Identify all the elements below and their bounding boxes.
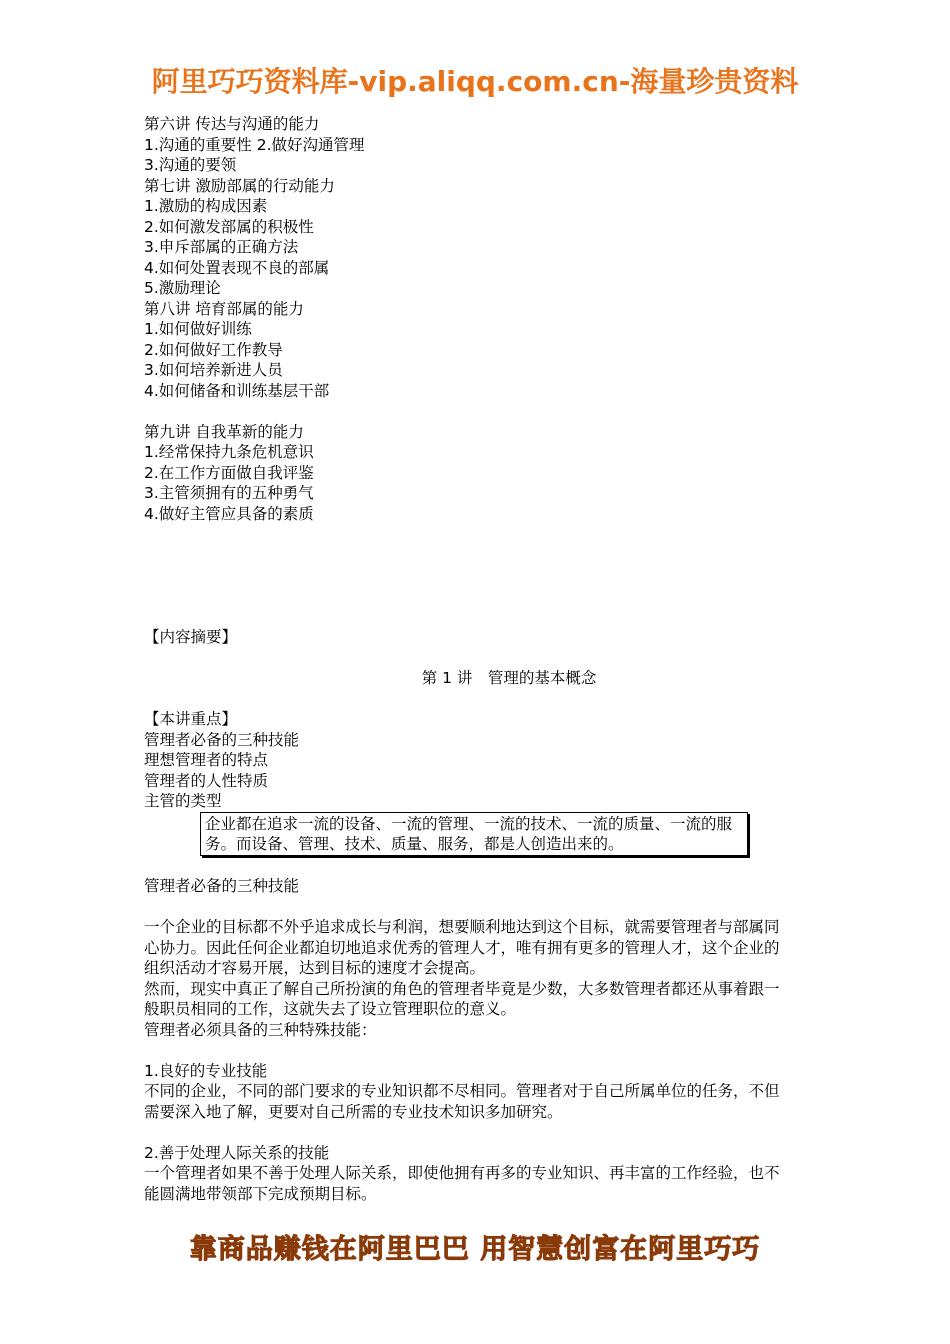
skill-title: 1.良好的专业技能: [144, 1061, 268, 1080]
lecture6-title: 第六讲 传达与沟通的能力: [144, 115, 320, 133]
key-points-label: 【本讲重点】: [144, 710, 238, 728]
lecture8-item: 2.如何做好工作教导: [144, 340, 283, 359]
document-content: [144, 114, 804, 1204]
lecture7-item: 5.激励理论: [144, 279, 221, 297]
lecture7-item: 1.激励的构成因素: [144, 197, 268, 215]
lecture8-item: 4.如何储备和训练基层干部: [144, 381, 330, 400]
paragraph: 然而，现实中真正了解自己所扮演的角色的管理者毕竟是少数，大多数管理者都还从事着跟一般职员相同的工作，这就失去了设立管理职位的意义。: [144, 979, 780, 1018]
key-point: 管理者的人性特质: [144, 771, 269, 790]
section-title: 管理者必备的三种技能: [144, 877, 300, 895]
lecture6-item: 3.沟通的要领: [144, 156, 237, 174]
key-point: 理想管理者的特点: [144, 751, 269, 769]
lecture9-item: 1.经常保持九条危机意识: [144, 443, 314, 461]
header-banner: 阿里巧巧资料库-vip.aliqq.com.cn-海量珍贵资料: [151, 65, 799, 98]
lecture9-item: 2.在工作方面做自我评鉴: [144, 463, 314, 482]
lecture6-item: 1.沟通的重要性 2.做好沟通管理: [144, 135, 365, 154]
lecture7-title: 第七讲 激励部属的行动能力: [144, 176, 335, 195]
lecture7-item: 2.如何激发部属的积极性: [144, 217, 314, 236]
paragraph: 管理者必须具备的三种特殊技能：: [144, 1020, 377, 1039]
lecture7-item: 3.申斥部属的正确方法: [144, 238, 299, 256]
paragraph: 一个管理者如果不善于处理人际关系，即使他拥有再多的专业知识、再丰富的工作经验，也不能圆满地带领部下完成预期目标。: [144, 1164, 780, 1203]
skill-title: 2.善于处理人际关系的技能: [144, 1143, 330, 1162]
lecture8-title: 第八讲 培育部属的能力: [144, 299, 304, 318]
lecture9-item: 4.做好主管应具备的素质: [144, 504, 314, 523]
lecture8-item: 1.如何做好训练: [144, 320, 252, 338]
lecture8-item: 3.如何培养新进人员: [144, 361, 283, 379]
footer-banner: 靠商品赚钱在阿里巴巴 用智慧创富在阿里巧巧: [189, 1234, 761, 1265]
key-point: 管理者必备的三种技能: [144, 730, 300, 749]
paragraph: 一个企业的目标都不外乎追求成长与利润，想要顺利地达到这个目标，就需要管理者与部属同心协力。因此任何企业都迫切地追求优秀的管理人才，唯有拥有更多的管理人才，这个企业的组织活动才容易开展，达到目标的速度才会提高。: [144, 918, 780, 977]
summary-label: 【内容摘要】: [144, 628, 238, 646]
lecture7-item: 4.如何处置表现不良的部属: [144, 258, 330, 277]
paragraph: 不同的企业，不同的部门要求的专业知识都不尽相同。管理者对于自己所属单位的任务，不但需要深入地了解，更要对自己所需的专业技术知识多加研究。: [144, 1082, 780, 1121]
lecture9-item: 3.主管须拥有的五种勇气: [144, 484, 314, 502]
callout-box: 企业都在追求一流的设备、一流的管理、一流的技术、一流的质量、一流的服务。而设备、管理、技术、质量、服务，都是人创造出来的。: [200, 812, 748, 856]
lecture9-title: 第九讲 自我革新的能力: [144, 422, 304, 441]
key-point: 主管的类型: [144, 792, 222, 810]
lecture-title: 第 1 讲 管理的基本概念: [421, 669, 597, 687]
